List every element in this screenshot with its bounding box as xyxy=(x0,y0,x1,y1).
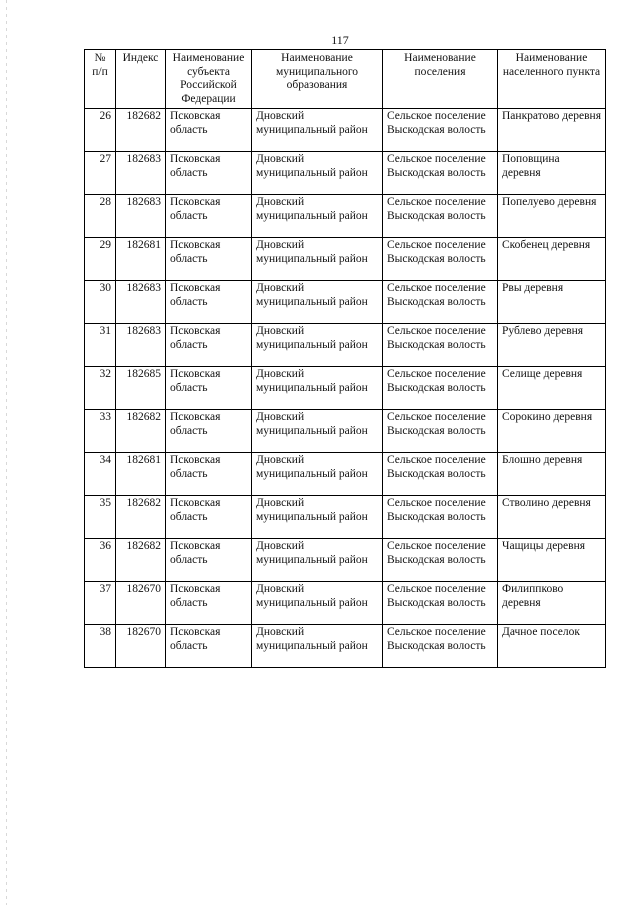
cell-municipality: Дновский муниципальный район xyxy=(252,625,383,668)
cell-subject: Псковская область xyxy=(166,195,252,238)
cell-municipality: Дновский муниципальный район xyxy=(252,238,383,281)
table-row xyxy=(85,195,606,238)
cell-subject: Псковская область xyxy=(166,625,252,668)
cell-number: 35 xyxy=(85,496,116,539)
cell-settlement: Сельское поселение Выскодская волость xyxy=(383,625,498,668)
cell-settlement: Сельское поселение Выскодская волость xyxy=(383,496,498,539)
table-header-row xyxy=(85,50,606,109)
cell-subject: Псковская область xyxy=(166,539,252,582)
cell-municipality: Дновский муниципальный район xyxy=(252,324,383,367)
cell-number: 38 xyxy=(85,625,116,668)
cell-number: 29 xyxy=(85,238,116,281)
cell-municipality: Дновский муниципальный район xyxy=(252,496,383,539)
cell-index: 182682 xyxy=(116,109,166,152)
cell-settlement: Сельское поселение Выскодская волость xyxy=(383,367,498,410)
cell-settlement: Сельское поселение Выскодская волость xyxy=(383,539,498,582)
cell-settlement: Сельское поселение Выскодская волость xyxy=(383,109,498,152)
cell-locality: Рвы деревня xyxy=(498,281,606,324)
cell-locality: Дачное поселок xyxy=(498,625,606,668)
cell-number: 34 xyxy=(85,453,116,496)
cell-settlement: Сельское поселение Выскодская волость xyxy=(383,410,498,453)
cell-settlement: Сельское поселение Выскодская волость xyxy=(383,324,498,367)
cell-index: 182682 xyxy=(116,539,166,582)
table-row xyxy=(85,625,606,668)
header-number: № п/п xyxy=(85,50,116,109)
cell-subject: Псковская область xyxy=(166,109,252,152)
cell-locality: Сорокино деревня xyxy=(498,410,606,453)
cell-locality: Попелуево деревня xyxy=(498,195,606,238)
cell-number: 33 xyxy=(85,410,116,453)
cell-municipality: Дновский муниципальный район xyxy=(252,195,383,238)
header-subject: Наименование субъекта Российской Федерации xyxy=(166,50,252,109)
table-row xyxy=(85,410,606,453)
cell-settlement: Сельское поселение Выскодская волость xyxy=(383,582,498,625)
cell-locality: Панкратово деревня xyxy=(498,109,606,152)
cell-number: 30 xyxy=(85,281,116,324)
cell-locality: Филиппково деревня xyxy=(498,582,606,625)
cell-municipality: Дновский муниципальный район xyxy=(252,367,383,410)
cell-number: 37 xyxy=(85,582,116,625)
cell-index: 182683 xyxy=(116,324,166,367)
cell-subject: Псковская область xyxy=(166,324,252,367)
cell-index: 182682 xyxy=(116,410,166,453)
table-row xyxy=(85,109,606,152)
cell-settlement: Сельское поселение Выскодская волость xyxy=(383,453,498,496)
page-number: 117 xyxy=(331,33,349,47)
cell-locality: Стволино деревня xyxy=(498,496,606,539)
cell-municipality: Дновский муниципальный район xyxy=(252,410,383,453)
cell-locality: Селище деревня xyxy=(498,367,606,410)
cell-index: 182681 xyxy=(116,238,166,281)
cell-index: 182670 xyxy=(116,625,166,668)
cell-subject: Псковская область xyxy=(166,582,252,625)
cell-settlement: Сельское поселение Выскодская волость xyxy=(383,238,498,281)
table-row xyxy=(85,496,606,539)
table-row xyxy=(85,539,606,582)
cell-municipality: Дновский муниципальный район xyxy=(252,453,383,496)
header-municipality: Наименование муниципального образования xyxy=(252,50,383,109)
header-locality: Наименование населенного пункта xyxy=(498,50,606,109)
cell-number: 28 xyxy=(85,195,116,238)
cell-index: 182682 xyxy=(116,496,166,539)
cell-locality: Чащицы деревня xyxy=(498,539,606,582)
scan-edge xyxy=(6,0,7,905)
table-row xyxy=(85,281,606,324)
cell-subject: Псковская область xyxy=(166,281,252,324)
header-settlement: Наименование поселения xyxy=(383,50,498,109)
header-index: Индекс xyxy=(116,50,166,109)
cell-number: 27 xyxy=(85,152,116,195)
table-row xyxy=(85,152,606,195)
table-row xyxy=(85,324,606,367)
cell-index: 182670 xyxy=(116,582,166,625)
cell-index: 182683 xyxy=(116,152,166,195)
cell-number: 31 xyxy=(85,324,116,367)
cell-index: 182685 xyxy=(116,367,166,410)
cell-locality: Скобенец деревня xyxy=(498,238,606,281)
cell-municipality: Дновский муниципальный район xyxy=(252,582,383,625)
cell-settlement: Сельское поселение Выскодская волость xyxy=(383,152,498,195)
cell-subject: Псковская область xyxy=(166,238,252,281)
cell-index: 182681 xyxy=(116,453,166,496)
cell-settlement: Сельское поселение Выскодская волость xyxy=(383,281,498,324)
settlements-table xyxy=(84,49,606,668)
cell-subject: Псковская область xyxy=(166,367,252,410)
cell-number: 32 xyxy=(85,367,116,410)
cell-municipality: Дновский муниципальный район xyxy=(252,109,383,152)
cell-subject: Псковская область xyxy=(166,152,252,195)
table-row xyxy=(85,367,606,410)
table-body xyxy=(85,109,606,668)
table-row xyxy=(85,453,606,496)
cell-number: 36 xyxy=(85,539,116,582)
cell-subject: Псковская область xyxy=(166,496,252,539)
table-row xyxy=(85,238,606,281)
cell-municipality: Дновский муниципальный район xyxy=(252,281,383,324)
cell-locality: Рублево деревня xyxy=(498,324,606,367)
cell-settlement: Сельское поселение Выскодская волость xyxy=(383,195,498,238)
cell-subject: Псковская область xyxy=(166,410,252,453)
cell-number: 26 xyxy=(85,109,116,152)
cell-subject: Псковская область xyxy=(166,453,252,496)
table-row xyxy=(85,582,606,625)
cell-municipality: Дновский муниципальный район xyxy=(252,539,383,582)
cell-municipality: Дновский муниципальный район xyxy=(252,152,383,195)
cell-locality: Блошно деревня xyxy=(498,453,606,496)
cell-index: 182683 xyxy=(116,195,166,238)
cell-locality: Поповщина деревня xyxy=(498,152,606,195)
cell-index: 182683 xyxy=(116,281,166,324)
